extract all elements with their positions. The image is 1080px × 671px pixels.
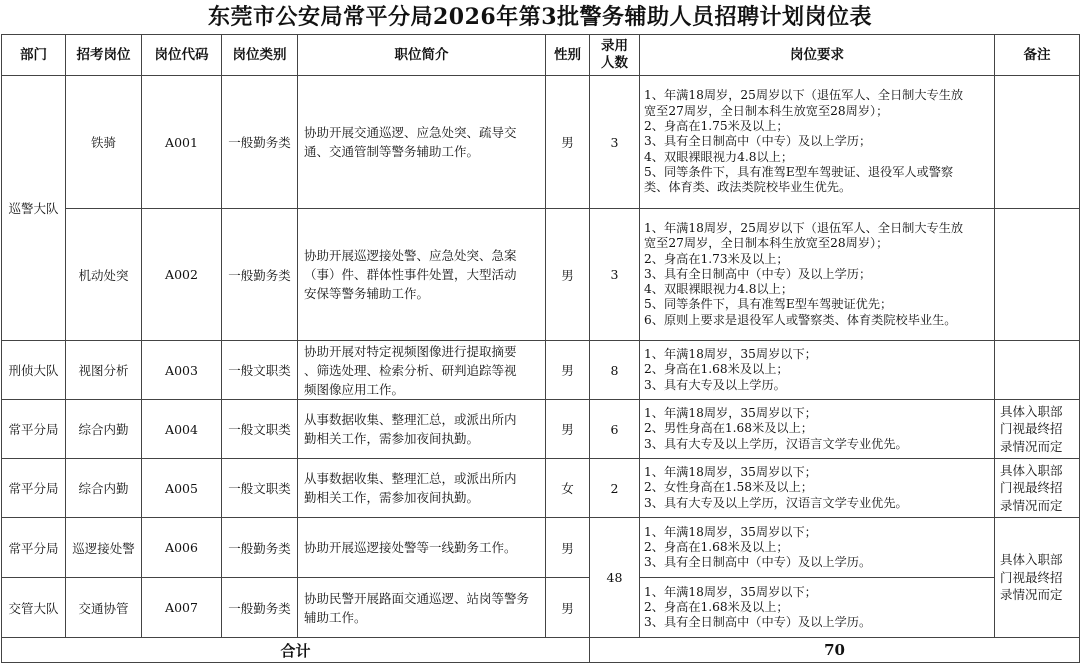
remarks-cell <box>995 209 1080 341</box>
intro-line: 从事数据收集、整理汇总，或派出所内 <box>304 471 517 486</box>
requirement-line: 5、同等条件下，具有准驾E型车驾驶证优先； <box>644 297 893 312</box>
total-value: 70 <box>590 638 1080 663</box>
requirements-cell <box>640 209 995 341</box>
position-cell: 铁骑 <box>66 76 142 209</box>
intro-line: 、筛选处理、检索分析、研判追踪等视 <box>304 362 517 378</box>
table-row <box>2 518 1080 578</box>
requirement-line: 宽至27周岁，全日制本科生放宽至28周岁）； <box>644 236 889 251</box>
position-cell: 综合内勤 <box>66 400 142 459</box>
dept-cell: 常平分局 <box>2 518 66 578</box>
dept-cell: 刑侦大队 <box>2 341 66 400</box>
category-cell: 一般文职类 <box>222 459 298 518</box>
requirements-cell <box>640 341 995 400</box>
gender-cell: 女 <box>546 459 590 518</box>
intro-line: 协助开展巡逻接处警等一线勤务工作。 <box>304 540 517 555</box>
remarks-cell <box>995 76 1080 209</box>
requirement-line: 2、女性身高在1.58米及以上； <box>644 480 813 495</box>
category-cell: 一般勤务类 <box>222 209 298 341</box>
remark-line: 具体入职部 <box>1000 462 1063 478</box>
requirements-cell <box>640 578 995 638</box>
code-cell: A006 <box>142 518 222 578</box>
intro-cell <box>298 209 546 341</box>
requirement-line: 2、身高在1.73米及以上； <box>644 251 789 266</box>
header-position: 招考岗位 <box>66 35 142 76</box>
requirement-line: 3、具有大专及以上学历，汉语言文学专业优先。 <box>644 495 908 510</box>
remark-line: 录情况而定 <box>1000 438 1063 454</box>
intro-cell <box>298 459 546 518</box>
count-cell: 3 <box>590 209 640 341</box>
remarks-cell <box>995 459 1080 518</box>
intro-line: 协助民警开展路面交通巡逻、站岗等警务 <box>304 590 530 606</box>
header-remarks: 备注 <box>995 35 1080 76</box>
remarks-cell <box>995 341 1080 400</box>
code-cell: A007 <box>142 578 222 638</box>
requirement-line: 3、具有大专及以上学历。 <box>644 377 786 392</box>
intro-line: 频图像应用工作。 <box>304 381 405 397</box>
dept-cell: 巡警大队 <box>2 76 66 341</box>
header-count-line2: 人数 <box>601 55 628 71</box>
header-gender: 性别 <box>546 35 590 76</box>
position-cell: 机动处突 <box>66 209 142 341</box>
gender-cell: 男 <box>546 578 590 638</box>
requirement-line: 3、具有全日制高中（中专）及以上学历。 <box>644 615 872 630</box>
intro-cell <box>298 341 546 400</box>
header-dept: 部门 <box>2 35 66 76</box>
intro-cell <box>298 518 546 578</box>
count-cell: 8 <box>590 341 640 400</box>
requirement-line: 6、原则上要求是退役军人或警察类、体育类院校毕业生。 <box>644 312 957 327</box>
remark-line: 门视最终招 <box>1000 480 1063 496</box>
recruitment-table <box>1 34 1080 663</box>
requirement-line: 1、年满18周岁，35周岁以下； <box>644 465 817 480</box>
requirement-line: 宽至27周岁，全日制本科生放宽至28周岁）； <box>644 103 889 118</box>
requirement-line: 4、双眼裸眼视力4.8以上； <box>644 149 794 164</box>
requirement-line: 2、身高在1.75米及以上； <box>644 119 789 134</box>
requirement-line: 1、年满18周岁，35周岁以下； <box>644 584 817 599</box>
header-intro: 职位简介 <box>298 35 546 76</box>
requirements-cell <box>640 518 995 578</box>
requirement-line: 1、年满18周岁，35周岁以下； <box>644 406 817 421</box>
gender-cell: 男 <box>546 518 590 578</box>
gender-cell: 男 <box>546 76 590 209</box>
position-cell: 巡逻接处警 <box>66 518 142 578</box>
code-cell: A001 <box>142 76 222 209</box>
remark-line: 具体入职部 <box>1000 552 1063 568</box>
header-row <box>2 35 1080 76</box>
category-cell: 一般勤务类 <box>222 76 298 209</box>
dept-cell: 常平分局 <box>2 400 66 459</box>
requirement-line: 2、身高在1.68米及以上； <box>644 362 789 377</box>
position-cell: 视图分析 <box>66 341 142 400</box>
dept-cell: 常平分局 <box>2 459 66 518</box>
table-row <box>2 341 1080 400</box>
code-cell: A005 <box>142 459 222 518</box>
remark-line: 门视最终招 <box>1000 421 1063 437</box>
count-cell-shared: 48 <box>590 518 640 638</box>
intro-line: 协助开展对特定视频图像进行提取摘要 <box>304 343 517 359</box>
dept-cell: 交管大队 <box>2 578 66 638</box>
category-cell: 一般勤务类 <box>222 518 298 578</box>
intro-line: 协助开展巡逻接处警、应急处突、急案 <box>304 248 517 263</box>
requirement-line: 1、年满18周岁，25周岁以下（退伍军人、全日制大专生放 <box>644 88 964 103</box>
gender-cell: 男 <box>546 341 590 400</box>
remark-line: 门视最终招 <box>1000 569 1063 585</box>
table-row <box>2 459 1080 518</box>
intro-line: 协助开展交通巡逻、应急处突、疏导交 <box>304 125 517 140</box>
code-cell: A004 <box>142 400 222 459</box>
requirement-line: 1、年满18周岁，35周岁以下； <box>644 347 817 362</box>
remark-line: 录情况而定 <box>1000 587 1063 603</box>
header-code: 岗位代码 <box>142 35 222 76</box>
requirements-cell <box>640 76 995 209</box>
intro-line: 安保等警务辅助工作。 <box>304 286 430 301</box>
requirement-line: 类、体育类、政法类院校毕业生优先。 <box>644 180 852 195</box>
category-cell: 一般文职类 <box>222 400 298 459</box>
position-cell: 综合内勤 <box>66 459 142 518</box>
count-cell: 6 <box>590 400 640 459</box>
header-count-line1: 录用 <box>601 38 628 54</box>
requirement-line: 2、身高在1.68米及以上； <box>644 539 789 554</box>
intro-line: 勤相关工作，需参加夜间执勤。 <box>304 490 480 505</box>
table-row <box>2 76 1080 209</box>
header-requirements: 岗位要求 <box>640 35 995 76</box>
code-cell: A003 <box>142 341 222 400</box>
requirement-line: 3、具有全日制高中（中专）及以上学历。 <box>644 555 872 570</box>
intro-line: 辅助工作。 <box>304 609 367 625</box>
category-cell: 一般文职类 <box>222 341 298 400</box>
requirements-cell <box>640 400 995 459</box>
header-category: 岗位类别 <box>222 35 298 76</box>
requirement-line: 2、身高在1.68米及以上； <box>644 599 789 614</box>
header-count <box>590 35 640 76</box>
table-row <box>2 209 1080 341</box>
table-row <box>2 578 1080 638</box>
count-cell: 2 <box>590 459 640 518</box>
total-row <box>2 638 1080 663</box>
requirement-line: 4、双眼裸眼视力4.8以上； <box>644 282 794 297</box>
intro-line: 从事数据收集、整理汇总，或派出所内 <box>304 412 517 427</box>
requirement-line: 3、具有大专及以上学历，汉语言文学专业优先。 <box>644 436 908 451</box>
category-cell: 一般勤务类 <box>222 578 298 638</box>
count-cell: 3 <box>590 76 640 209</box>
gender-cell: 男 <box>546 400 590 459</box>
remark-line: 录情况而定 <box>1000 497 1063 513</box>
requirement-line: 1、年满18周岁，25周岁以下（退伍军人、全日制大专生放 <box>644 220 964 235</box>
gender-cell: 男 <box>546 209 590 341</box>
requirement-line: 5、同等条件下，具有准驾E型车驾驶证、退役军人或警察 <box>644 164 954 179</box>
position-cell: 交通协管 <box>66 578 142 638</box>
requirement-line: 1、年满18周岁，35周岁以下； <box>644 524 817 539</box>
code-cell: A002 <box>142 209 222 341</box>
remarks-cell <box>995 400 1080 459</box>
remarks-cell-shared <box>995 518 1080 638</box>
page-title: 东莞市公安局常平分局2026年第3批警务辅助人员招聘计划岗位表 <box>207 4 873 30</box>
requirement-line: 3、具有全日制高中（中专）及以上学历； <box>644 134 872 149</box>
intro-cell <box>298 578 546 638</box>
requirement-line: 2、男性身高在1.68米及以上； <box>644 421 813 436</box>
intro-cell <box>298 400 546 459</box>
intro-cell <box>298 76 546 209</box>
table-row <box>2 400 1080 459</box>
remark-line: 具体入职部 <box>1000 403 1063 419</box>
requirement-line: 3、具有全日制高中（中专）及以上学历； <box>644 266 872 281</box>
intro-line: （事）件、群体性事件处置，大型活动 <box>304 267 517 282</box>
total-label: 合计 <box>2 638 590 663</box>
intro-line: 勤相关工作，需参加夜间执勤。 <box>304 431 480 446</box>
requirements-cell <box>640 459 995 518</box>
intro-line: 通、交通管制等警务辅助工作。 <box>304 144 480 159</box>
